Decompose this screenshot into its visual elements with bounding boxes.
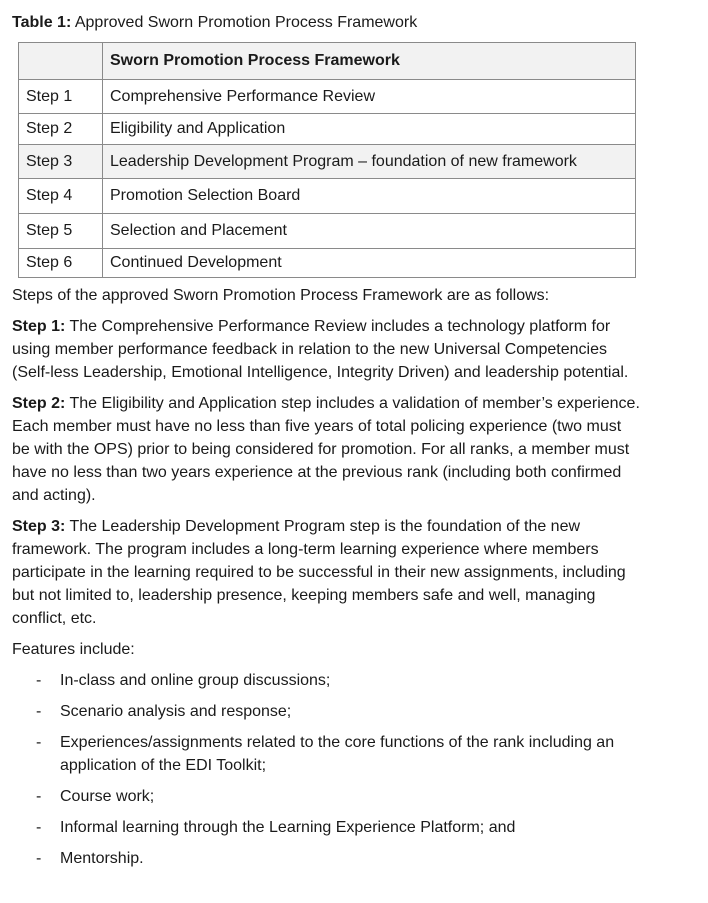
features-list bbox=[12, 669, 642, 870]
feature-text: In-class and online group discussions; bbox=[60, 672, 331, 689]
step-1-paragraph bbox=[12, 315, 642, 384]
table-row bbox=[19, 249, 636, 278]
list-item bbox=[12, 816, 642, 839]
table-header: Sworn Promotion Process Framework bbox=[103, 43, 636, 80]
step-name-cell: Eligibility and Application bbox=[103, 114, 636, 145]
feature-text: Experiences/assignments related to the core functions of the rank including an application of the EDI Toolkit; bbox=[60, 734, 615, 774]
document-page bbox=[12, 12, 642, 870]
step-3-paragraph bbox=[12, 515, 642, 630]
step-2-text: The Eligibility and Application step includes a validation of member’s experience. Each member must have no less than five years of total policing experience (two must be with the OPS) prior to being considered for promotion. For all ranks, a member must have no less than two years experience at the previous rank (including both confirmed and acting). bbox=[12, 395, 640, 504]
table-row bbox=[19, 80, 636, 114]
feature-text: Mentorship. bbox=[60, 850, 144, 867]
table-caption bbox=[12, 12, 642, 34]
feature-text: Informal learning through the Learning Experience Platform; and bbox=[60, 819, 516, 836]
feature-text: Course work; bbox=[60, 788, 155, 805]
step-2-paragraph bbox=[12, 392, 642, 507]
step-3-label: Step 3: bbox=[12, 518, 66, 535]
feature-text: Scenario analysis and response; bbox=[60, 703, 292, 720]
bullet-dash: - bbox=[36, 734, 42, 751]
step-1-text: The Comprehensive Performance Review includes a technology platform for using member performance feedback in relation to the new Universal Competencies (Self-less Leadership, Emotional Intelligence, Integrity Driven) and leadership potential. bbox=[12, 318, 629, 381]
table-row bbox=[19, 145, 636, 179]
framework-table bbox=[18, 42, 636, 278]
list-item bbox=[12, 700, 642, 723]
step-name-cell: Leadership Development Program – foundation of new framework bbox=[103, 145, 636, 179]
bullet-dash: - bbox=[36, 850, 42, 867]
header-empty-cell bbox=[19, 43, 103, 80]
step-name-cell: Selection and Placement bbox=[103, 214, 636, 249]
step-3-text: The Leadership Development Program step is the foundation of the new framework. The program includes a long-term learning experience where members participate in the learning required to be successful in their new assignments, including but not limited to, leadership presence, keeping members safe and well, managing conflict, etc. bbox=[12, 518, 626, 627]
step-cell: Step 1 bbox=[19, 80, 103, 114]
bullet-dash: - bbox=[36, 788, 42, 805]
step-cell: Step 6 bbox=[19, 249, 103, 278]
steps-intro: Steps of the approved Sworn Promotion Process Framework are as follows: bbox=[12, 287, 550, 304]
list-item bbox=[12, 847, 642, 870]
table-header-row bbox=[19, 43, 636, 80]
bullet-dash: - bbox=[36, 672, 42, 689]
step-2-label: Step 2: bbox=[12, 395, 66, 412]
list-item bbox=[12, 669, 642, 692]
step-1-label: Step 1: bbox=[12, 318, 66, 335]
bullet-dash: - bbox=[36, 819, 42, 836]
step-cell: Step 4 bbox=[19, 179, 103, 214]
step-name-cell: Continued Development bbox=[103, 249, 636, 278]
table-row bbox=[19, 214, 636, 249]
step-name-cell: Comprehensive Performance Review bbox=[103, 80, 636, 114]
bullet-dash: - bbox=[36, 703, 42, 720]
table-row bbox=[19, 179, 636, 214]
step-cell: Step 3 bbox=[19, 145, 103, 179]
table-caption-label: Table 1: bbox=[12, 14, 72, 31]
step-name-cell: Promotion Selection Board bbox=[103, 179, 636, 214]
list-item bbox=[12, 731, 642, 777]
step-cell: Step 2 bbox=[19, 114, 103, 145]
step-cell: Step 5 bbox=[19, 214, 103, 249]
features-intro: Features include: bbox=[12, 641, 135, 658]
table-caption-text: Approved Sworn Promotion Process Framework bbox=[74, 14, 418, 31]
list-item bbox=[12, 785, 642, 808]
table-row bbox=[19, 114, 636, 145]
